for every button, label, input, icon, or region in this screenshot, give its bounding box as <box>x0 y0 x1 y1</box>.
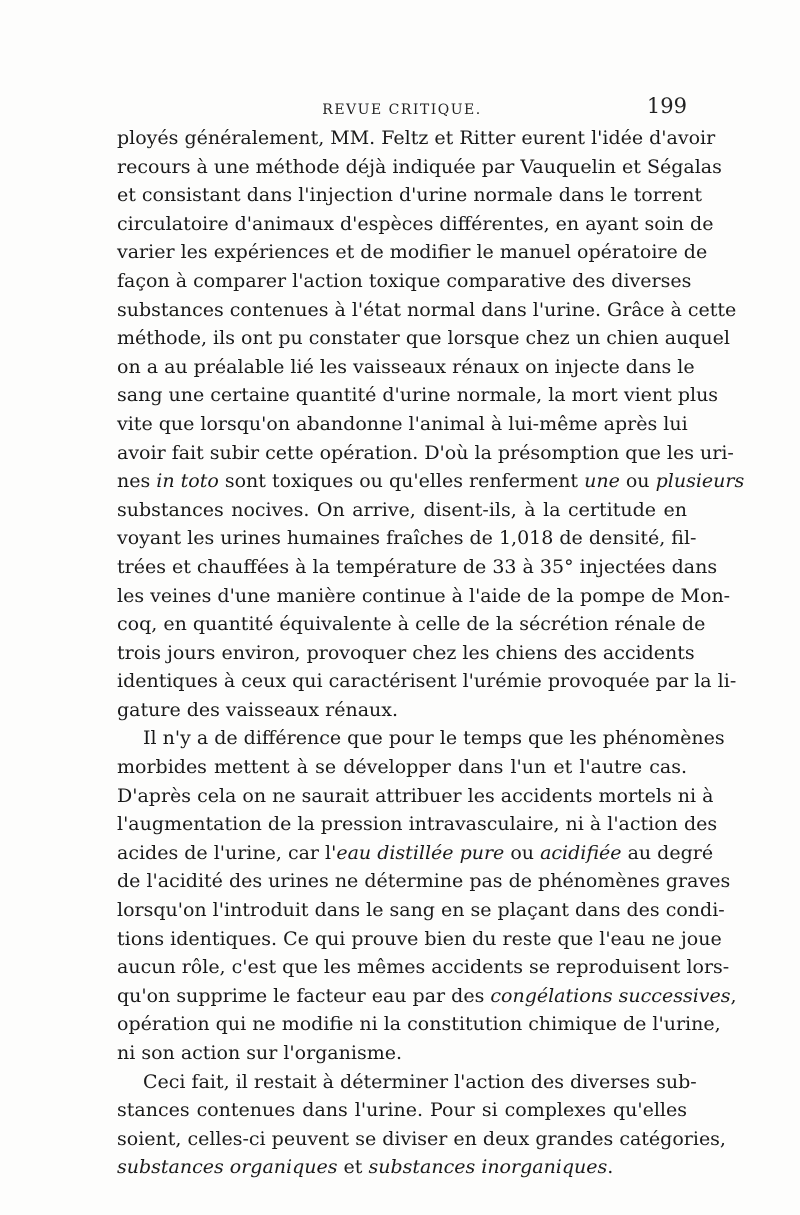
text-run: on a au préalable lié les vaisseaux rénaux on injecte dans le <box>117 355 695 378</box>
running-head: REVUE CRITIQUE. <box>322 102 482 118</box>
text-line <box>117 496 687 525</box>
text-run: façon à comparer l'action toxique comparative des diverses <box>117 269 692 292</box>
text-run: au degré <box>621 841 714 864</box>
text-run: de l'acidité des urines ne détermine pas de phénomènes graves <box>117 870 731 893</box>
text-run: aucun rôle, c'est que les mêmes accidents se reproduisent lors- <box>117 956 730 979</box>
text-line <box>117 896 725 925</box>
text-line <box>117 696 687 725</box>
text-line <box>117 982 737 1011</box>
text-line <box>117 1153 687 1182</box>
text-line <box>117 238 708 267</box>
page-number: 199 <box>646 94 687 118</box>
text-run: vite que lorsqu'on abandonne l'animal à lui-même après lui <box>117 412 688 435</box>
italic-text: congélations successives <box>490 984 731 1007</box>
text-line <box>117 1010 721 1039</box>
text-run: trois jours environ, provoquer chez les chiens des accidents <box>117 641 695 664</box>
page-header <box>117 96 687 126</box>
text-run: . <box>607 1156 614 1179</box>
text-run: gature des vaisseaux rénaux. <box>117 698 399 721</box>
text-run: coq, en quantité équivalente à celle de la sécrétion rénale de <box>117 613 706 636</box>
text-run: morbides mettent à se développer dans l'un et l'autre cas. <box>117 756 687 779</box>
text-run: , <box>730 984 737 1007</box>
italic-text: substances organiques <box>117 1156 338 1179</box>
text-run: tions identiques. Ce qui prouve bien du reste que l'eau ne joue <box>117 927 722 950</box>
text-run: substances nocives. On arrive, disent-ils, à la certitude en <box>117 498 687 521</box>
text-line <box>117 467 745 496</box>
text-run: Il n'y a de différence que pour le temps que les phénomènes <box>143 727 725 750</box>
text-run: identiques à ceux qui caractérisent l'urémie provoquée par la li- <box>117 670 737 693</box>
text-run: ni son action sur l'organisme. <box>117 1042 402 1064</box>
text-run: sang une certaine quantité d'urine normale, la mort vient plus <box>117 384 719 407</box>
italic-text: in toto <box>156 470 219 493</box>
text-run: acides de l'urine, car l' <box>117 841 337 864</box>
text-line <box>117 582 731 611</box>
text-line <box>117 839 714 868</box>
text-line <box>117 1039 687 1068</box>
text-line <box>117 296 737 325</box>
paragraph <box>117 124 745 724</box>
italic-text: substances inorganiques <box>368 1156 608 1179</box>
text-run: ployés généralement, MM. Feltz et Ritter eurent l'idée d'avoir <box>117 127 716 149</box>
text-run: recours à une méthode déjà indiquée par Vauquelin et Ségalas <box>117 155 722 178</box>
text-run: D'après cela on ne saurait attribuer les accidents mortels ni à <box>117 784 714 807</box>
text-run: et <box>337 1156 369 1179</box>
text-run: Ceci fait, il restait à déterminer l'action des diverses sub- <box>143 1070 697 1093</box>
text-line <box>117 267 692 296</box>
text-line <box>117 524 697 553</box>
text-line <box>117 1125 726 1154</box>
text-line <box>117 639 695 668</box>
paragraph <box>117 724 737 1067</box>
text-run: soient, celles-ci peuvent se diviser en deux grandes catégories, <box>117 1127 726 1150</box>
text-line <box>117 724 725 753</box>
text-line <box>117 667 737 696</box>
text-run: circulatoire d'animaux d'espèces différentes, en ayant soin de <box>117 212 714 235</box>
text-line <box>117 810 718 839</box>
text-run: stances contenues dans l'urine. Pour si complexes qu'elles <box>117 1099 687 1122</box>
text-run: les veines d'une manière continue à l'aide de la pompe de Mon- <box>117 584 731 607</box>
text-line <box>117 782 714 811</box>
text-run: opération qui ne modifie ni la constitution chimique de l'urine, <box>117 1013 721 1036</box>
paragraph <box>117 1068 726 1182</box>
text-line <box>117 210 714 239</box>
text-run: sont toxiques ou qu'elles renferment <box>218 470 585 493</box>
text-line <box>117 953 730 982</box>
text-line <box>117 381 719 410</box>
italic-text: plusieurs <box>655 470 745 493</box>
text-line <box>117 181 703 210</box>
text-run: trées et chauffées à la température de 33 à 35° injectées dans <box>117 555 718 578</box>
text-line <box>117 353 695 382</box>
text-run: qu'on supprime le facteur eau par des <box>117 984 491 1007</box>
text-run: l'augmentation de la pression intravasculaire, ni à l'action des <box>117 813 718 836</box>
text-run: varier les expériences et de modifier le manuel opératoire de <box>117 241 708 264</box>
text-run: et consistant dans l'injection d'urine normale dans le torrent <box>117 184 703 207</box>
italic-text: eau distillée pure <box>336 841 505 864</box>
italic-text: acidifiée <box>540 841 622 864</box>
text-line <box>117 925 722 954</box>
italic-text: une <box>584 470 620 493</box>
text-run: substances contenues à l'état normal dans l'urine. Grâce à cette <box>117 298 737 321</box>
text-line <box>117 553 718 582</box>
text-line <box>117 753 687 782</box>
text-run: nes <box>117 470 157 493</box>
text-line <box>117 324 730 353</box>
text-line <box>117 153 722 182</box>
text-line <box>117 439 734 468</box>
text-run: ou <box>504 841 541 864</box>
text-run: ou <box>619 470 656 493</box>
text-line <box>117 610 706 639</box>
text-line <box>117 1096 687 1125</box>
text-line <box>117 124 716 153</box>
text-run: voyant les urines humaines fraîches de 1,018 de densité, fil- <box>117 527 697 550</box>
text-run: avoir fait subir cette opération. D'où la présomption que les uri- <box>117 441 734 464</box>
text-line <box>117 1068 697 1097</box>
text-line <box>117 410 687 439</box>
text-run: méthode, ils ont pu constater que lorsque chez un chien auquel <box>117 327 730 350</box>
text-line <box>117 867 731 896</box>
text-run: lorsqu'on l'introduit dans le sang en se plaçant dans des condi- <box>117 899 725 922</box>
body-text <box>117 124 745 1182</box>
